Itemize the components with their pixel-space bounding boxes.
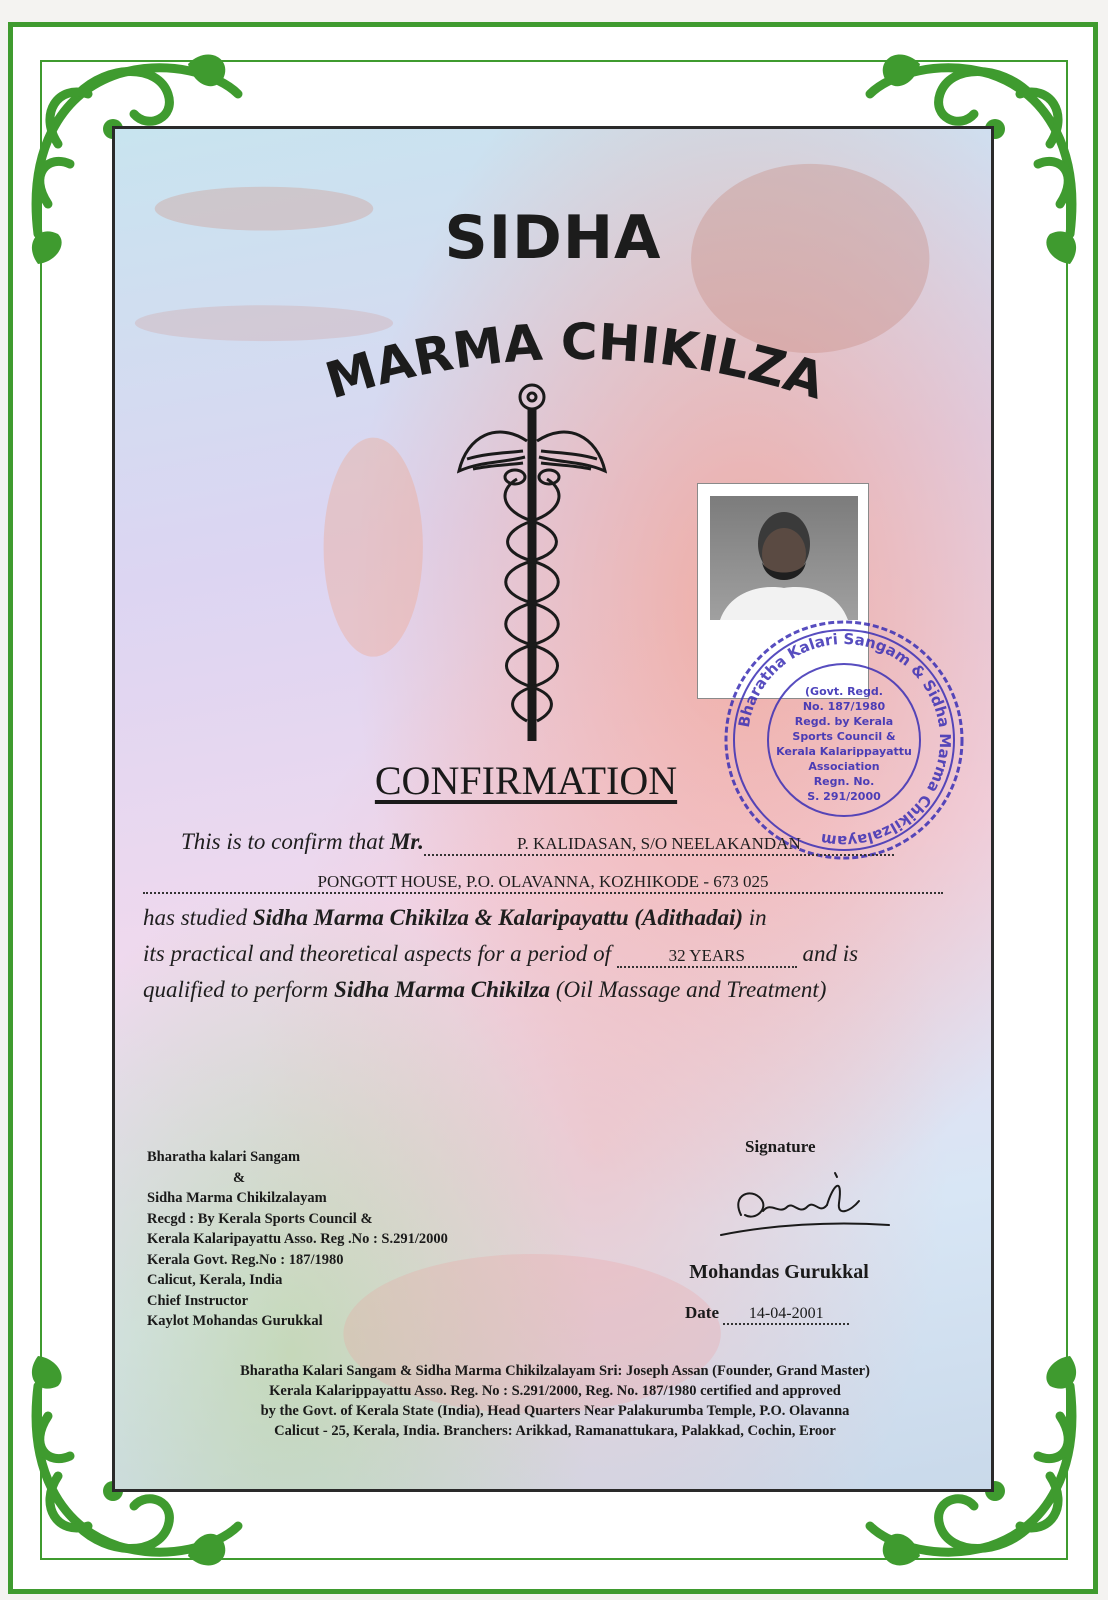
caduceus-icon <box>457 381 607 753</box>
institution-details: Bharatha kalari Sangam & Sidha Marma Chikilzalayam Recgd : By Kerala Sports Council & Kerala Kalaripayattu Asso. Reg .No : S.291/2000 Kerala Govt. Reg.No : 187/1980 Calicut, Kerala, India Chief Instructor Kaylot Mohandas Gurukkal <box>147 1149 448 1329</box>
address-field: PONGOTT HOUSE, P.O. OLAVANNA, KOZHIKODE - 673 025 <box>143 872 943 894</box>
confirm-line-period: its practical and theoretical aspects for a period of 32 YEARS and is <box>143 941 859 966</box>
date-field: 14-04-2001 <box>723 1305 849 1325</box>
confirm-line-qualified: qualified to perform Sidha Marma Chikilza (Oil Massage and Treatment) <box>143 977 827 1002</box>
period-field: 32 YEARS <box>617 946 797 968</box>
confirm-line-name: This is to confirm that Mr. P. KALIDASAN, S/O NEELAKANDAN <box>181 829 994 856</box>
svg-text:(Govt. Regd.: (Govt. Regd. <box>805 685 883 698</box>
confirmation-heading: CONFIRMATION <box>374 758 678 803</box>
handwritten-signature <box>711 1165 891 1245</box>
name-field: P. KALIDASAN, S/O NEELAKANDAN <box>424 834 894 856</box>
portrait-photo <box>710 496 858 620</box>
date-line: Date 14-04-2001 <box>685 1303 849 1325</box>
signatory-name: Mohandas Gurukkal <box>689 1261 869 1283</box>
signature-label: Signature <box>745 1137 816 1156</box>
svg-text:MARMA CHIKILZA: MARMA CHIKILZA <box>319 312 832 411</box>
svg-text:Regd. by Kerala: Regd. by Kerala <box>794 715 894 728</box>
svg-text:Association: Association <box>808 760 880 773</box>
svg-text:Bharatha Kalari Sangam & Sidha: Bharatha Kalari Sangam & Sidha Marma Chikilzalayam <box>734 629 955 851</box>
svg-text:S. 291/2000: S. 291/2000 <box>807 790 881 803</box>
footer-text: Bharatha Kalari Sangam & Sidha Marma Chikilzalayam Sri: Joseph Assan (Founder, Grand Master) Kerala Kalarippayattu Asso. Reg. No : S.291/2000, Reg. No. 187/1980 certified and approved by the Govt. of Kerala State (India), Head Quarters Near Palakurumba Temple, P.O. Olavanna Calicut - 25, Kerala, India. Branchers: Arikkad, Ramanattukara, Palakkad, Cochin, Eroor <box>240 1363 870 1439</box>
svg-text:Kerala Kalarippayattu: Kerala Kalarippayattu <box>776 745 912 758</box>
confirm-line-address <box>143 867 979 894</box>
official-seal-stamp <box>719 615 969 865</box>
svg-text:No. 187/1980: No. 187/1980 <box>802 700 886 713</box>
certificate-panel <box>112 126 994 1492</box>
confirm-line-studied: has studied Sidha Marma Chikilza & Kalaripayattu (Adithadai) in <box>143 905 767 930</box>
svg-text:Sports Council &: Sports Council & <box>792 730 896 743</box>
title-sidha: SIDHA <box>444 203 662 273</box>
svg-text:Regn. No.: Regn. No. <box>813 775 875 788</box>
